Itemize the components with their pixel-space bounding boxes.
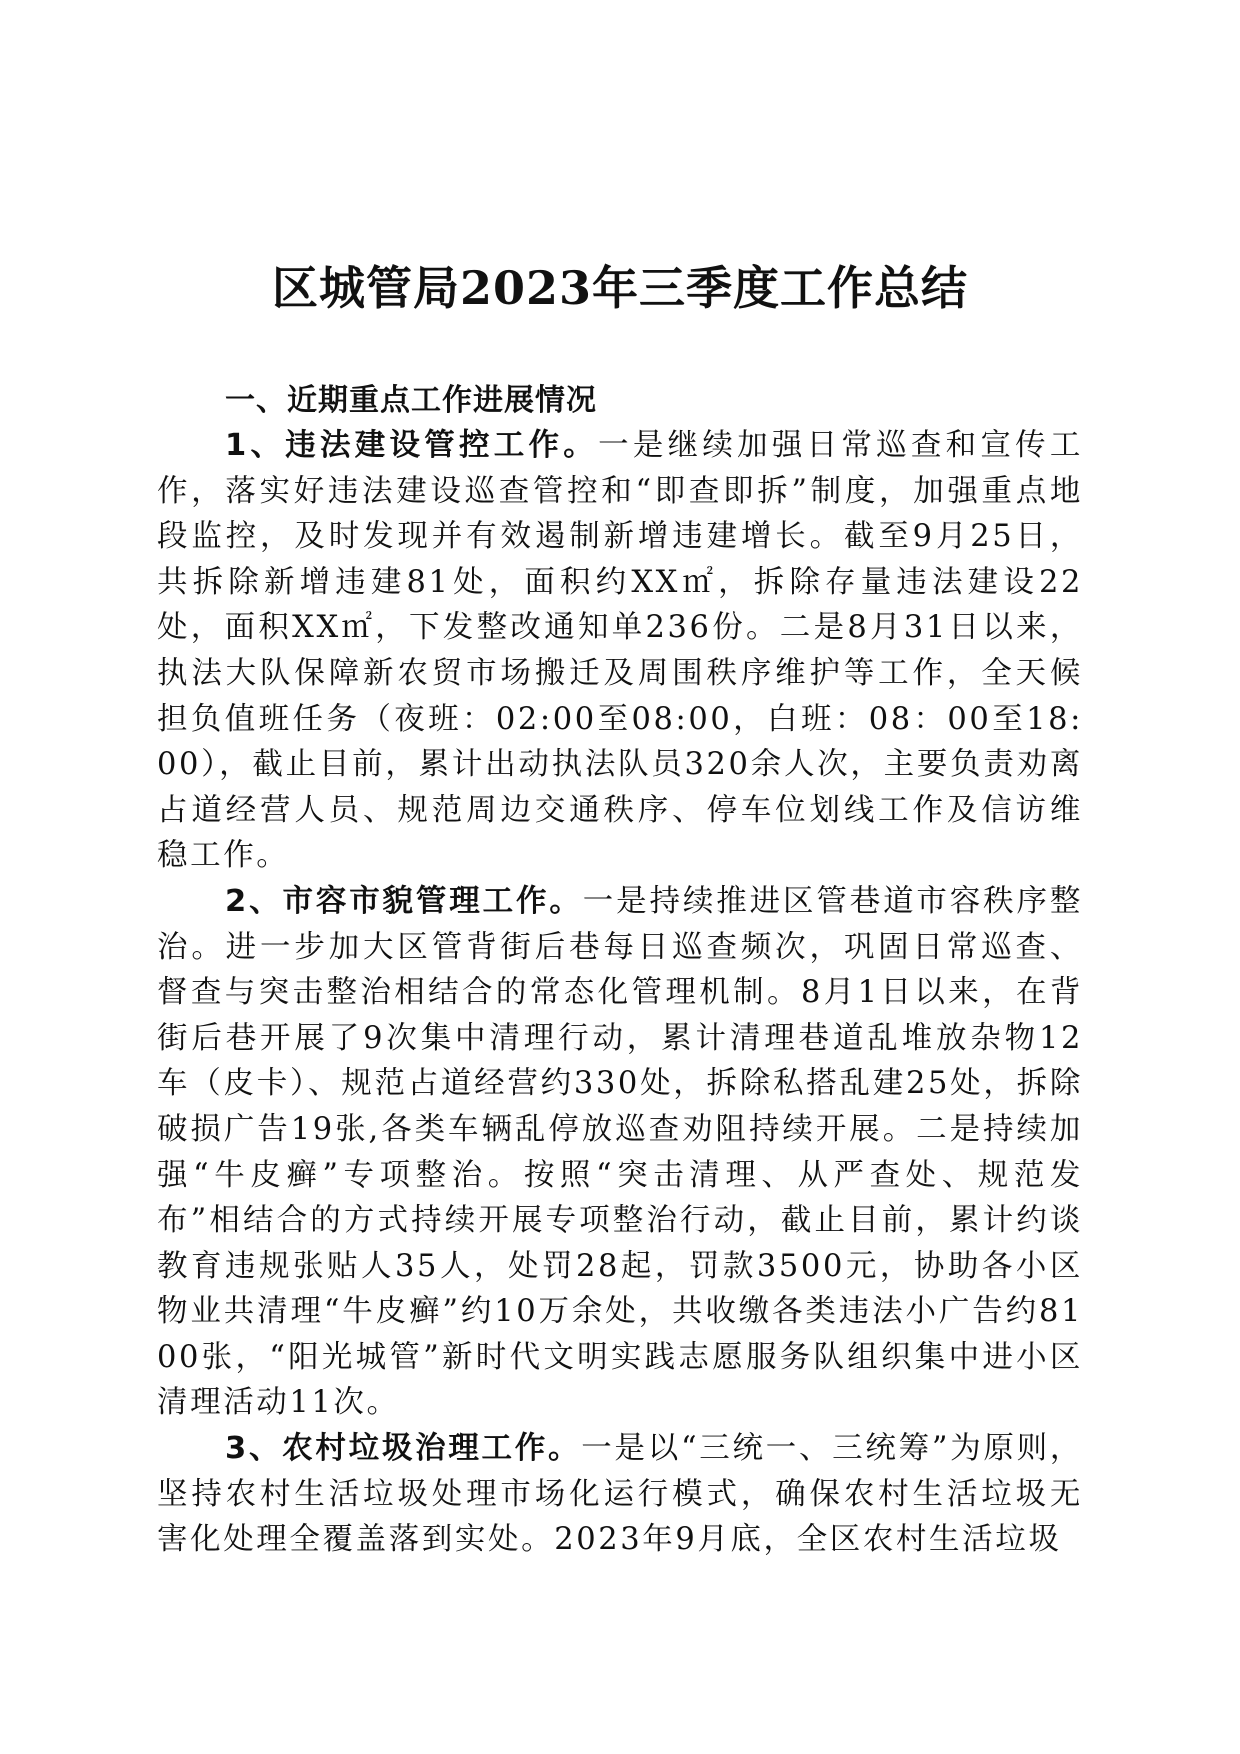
paragraph-city-appearance [157, 879, 1083, 1426]
paragraph-lead: 2、市容市貌管理工作。 [225, 883, 583, 919]
document-title: 区城管局2023年三季度工作总结 [271, 261, 969, 315]
document-body [157, 378, 1083, 1563]
paragraph-rural-garbage [157, 1426, 1083, 1563]
paragraph-text: 一是以“三统一、三统筹”为原则，坚持农村生活垃圾处理市场化运行模式，确保农村生活垃圾无害化处理全覆盖落到实处。2023年9月底，全区农村生活垃圾 [157, 1431, 1083, 1558]
paragraph-lead: 3、农村垃圾治理工作。 [225, 1431, 582, 1467]
paragraph-text: 一是继续加强日常巡查和宣传工作，落实好违法建设巡查管控和“即查即拆”制度，加强重点地段监控，及时发现并有效遏制新增违建增长。截至9月25日，共拆除新增违建81处，面积约XX㎡，拆除存量违法建设22处，面积XX㎡，下发整改通知单236份。二是8月31日以来，执法大队保障新农贸市场搬迁及周围秩序维护等工作，全天候担负值班任务（夜班：02:00至08:00，白班：08：00至18:00），截止目前，累计出动执法队员320余人次，主要负责劝离占道经营人员、规范周边交通秩序、停车位划线工作及信访维稳工作。 [157, 428, 1084, 874]
paragraph-illegal-construction [157, 423, 1083, 879]
paragraph-text: 一是持续推进区管巷道市容秩序整治。进一步加大区管背街后巷每日巡查频次，巩固日常巡查、督查与突击整治相结合的常态化管理机制。8月1日以来，在背街后巷开展了9次集中清理行动，累计清理巷道乱堆放杂物12车（皮卡）、规范占道经营约330处，拆除私搭乱建25处，拆除破损广告19张,各类车辆乱停放巡查劝阻持续开展。二是持续加强“牛皮癣”专项整治。按照“突击清理、从严查处、规范发布”相结合的方式持续开展专项整治行动，截止目前，累计约谈教育违规张贴人35人，处罚28起，罚款3500元，协助各小区物业共清理“牛皮癣”约10万余处，共收缴各类违法小广告约8100张，“阳光城管”新时代文明实践志愿服务队组织集中进小区清理活动11次。 [157, 883, 1084, 1421]
section-heading: 一、近期重点工作进展情况 [225, 383, 597, 418]
paragraph-lead: 1、违法建设管控工作。 [225, 428, 599, 463]
